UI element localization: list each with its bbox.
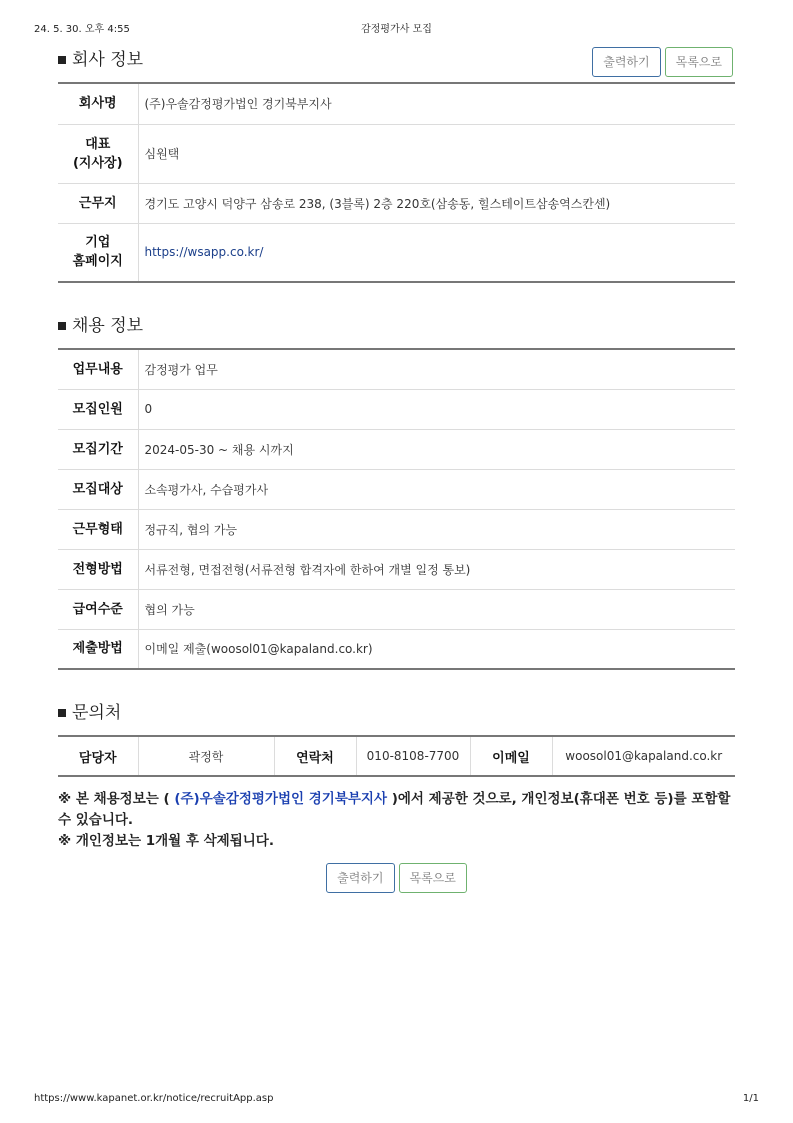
- table-row: [58, 629, 735, 669]
- phone-value: 010-8108-7700: [366, 749, 460, 763]
- phone-label: 연락처: [274, 736, 356, 776]
- row-value: (주)우솔감정평가법인 경기북부지사: [138, 83, 735, 124]
- list-button[interactable]: 목록으로: [665, 47, 733, 77]
- table-row: [58, 469, 735, 509]
- print-footer: [34, 1093, 759, 1107]
- privacy-notice: [58, 789, 735, 852]
- print-doc-title: 감정평가사 모집: [361, 24, 432, 35]
- recruit-section-header: [58, 308, 735, 348]
- row-label: 회사명: [58, 83, 138, 124]
- row-label: 모집대상: [58, 469, 138, 509]
- row-value: 심원택: [138, 124, 735, 183]
- row-label: 전형방법: [58, 549, 138, 589]
- row-label: 모집인원: [58, 389, 138, 429]
- table-row: [58, 589, 735, 629]
- notice-line-1: ※ 본 채용정보는 ( (주)우솔감정평가법인 경기북부지사 )에서 제공한 것으로, 개인정보(휴대폰 번호 등)를 포함할 수 있습니다.: [58, 791, 731, 828]
- recruit-detail: [58, 42, 735, 893]
- row-label: 제출방법: [58, 629, 138, 669]
- table-row: [58, 389, 735, 429]
- print-button[interactable]: 출력하기: [592, 47, 660, 77]
- row-value: 서류전형, 면접전형(서류전형 합격자에 한하여 개별 일정 통보): [138, 549, 735, 589]
- recruit-info-table: [58, 348, 735, 670]
- homepage-link[interactable]: https://wsapp.co.kr/: [144, 245, 264, 260]
- page-number: 1/1: [742, 1093, 759, 1104]
- top-button-group: [592, 47, 733, 77]
- manager-value: 곽정학: [188, 749, 224, 764]
- row-label: 대표 (지사장): [58, 124, 138, 183]
- row-value: 협의 가능: [138, 589, 735, 629]
- company-section-header: [58, 42, 735, 82]
- square-bullet-icon: [58, 709, 66, 717]
- notice-company: (주)우솔감정평가법인 경기북부지사: [174, 791, 387, 807]
- table-row: [58, 83, 735, 124]
- table-row: [58, 429, 735, 469]
- row-label: 급여수준: [58, 589, 138, 629]
- table-row: [58, 183, 735, 223]
- page-url: https://www.kapanet.or.kr/notice/recruitApp.asp: [34, 1093, 274, 1104]
- square-bullet-icon: [58, 56, 66, 64]
- row-value: 정규직, 협의 가능: [138, 509, 735, 549]
- contact-section-title: 문의처: [58, 698, 121, 723]
- square-bullet-icon: [58, 322, 66, 330]
- company-section-title: 회사 정보: [58, 45, 143, 70]
- table-row: [58, 549, 735, 589]
- contact-table: [58, 735, 735, 777]
- table-row: [58, 736, 735, 776]
- row-value: 2024-05-30 ~ 채용 시까지: [138, 429, 735, 469]
- row-label: 근무지: [58, 183, 138, 223]
- row-label: 기업 홈페이지: [58, 223, 138, 282]
- email-label: 이메일: [470, 736, 552, 776]
- bottom-button-group: [58, 863, 735, 893]
- row-value: 이메일 제출(woosol01@kapaland.co.kr): [144, 642, 373, 657]
- notice-line-2: ※ 개인정보는 1개월 후 삭제됩니다.: [58, 833, 274, 849]
- recruit-section-title: 채용 정보: [58, 311, 143, 336]
- manager-label: 담당자: [58, 736, 138, 776]
- table-row: [58, 124, 735, 183]
- row-value: 감정평가 업무: [138, 349, 735, 389]
- row-value: 소속평가사, 수습평가사: [138, 469, 735, 509]
- print-button[interactable]: 출력하기: [326, 863, 394, 893]
- row-value: 경기도 고양시 덕양구 삼송로 238, (3블록) 2층 220호(삼송동, 힐스테이트삼송역스칸센): [138, 183, 735, 223]
- contact-section-header: [58, 695, 735, 735]
- email-value: woosol01@kapaland.co.kr: [565, 749, 723, 763]
- print-date: 24. 5. 30. 오후 4:55: [34, 24, 130, 35]
- list-button[interactable]: 목록으로: [399, 863, 467, 893]
- table-row: [58, 509, 735, 549]
- row-label: 업무내용: [58, 349, 138, 389]
- company-info-table: [58, 82, 735, 283]
- print-header: [34, 20, 759, 34]
- table-row: [58, 349, 735, 389]
- row-value: 0: [138, 389, 735, 429]
- table-row: [58, 223, 735, 282]
- row-label: 근무형태: [58, 509, 138, 549]
- row-label: 모집기간: [58, 429, 138, 469]
